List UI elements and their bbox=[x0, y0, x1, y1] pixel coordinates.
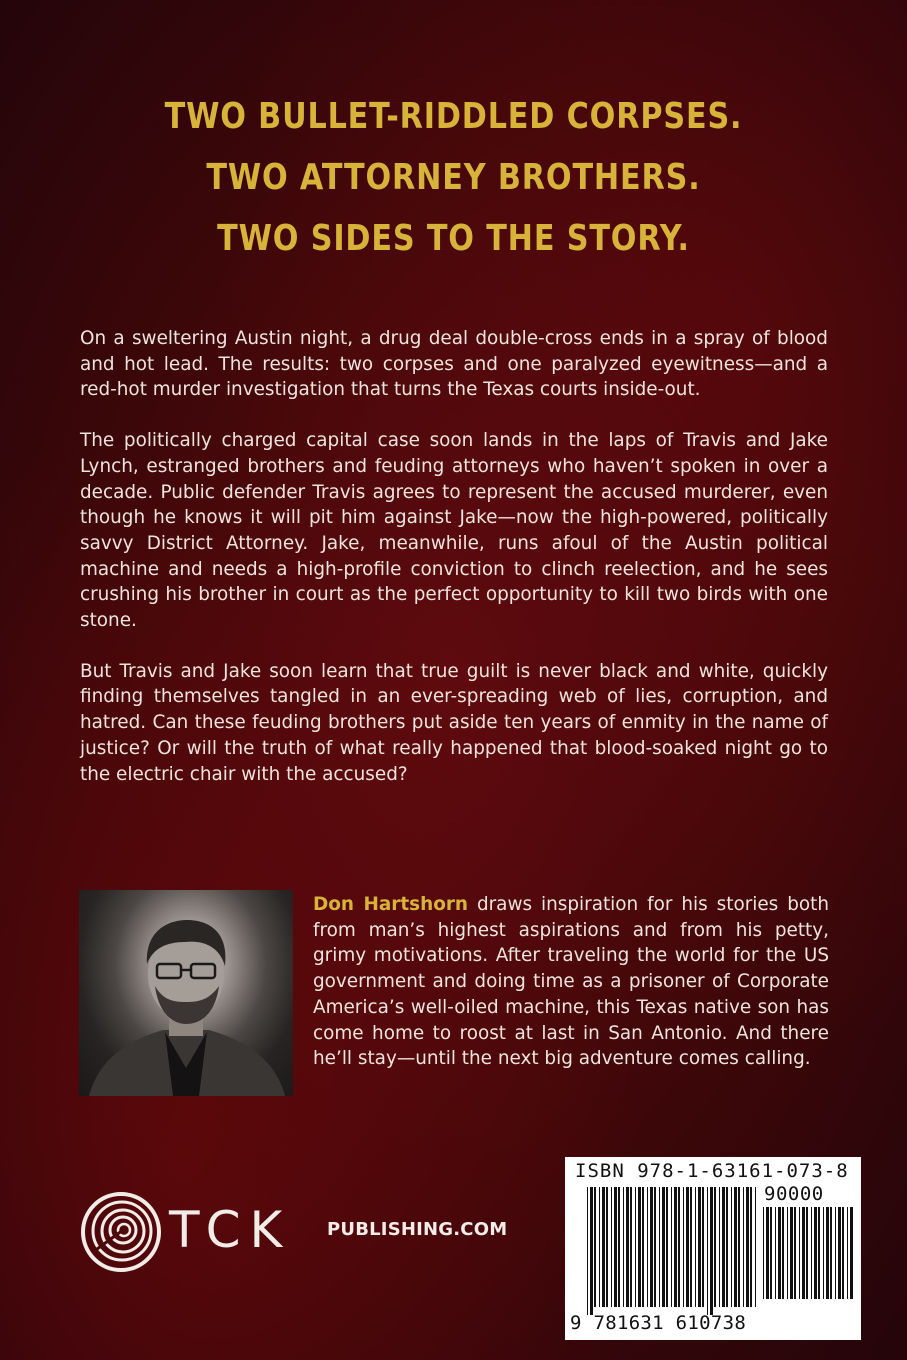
barcode-bar bbox=[606, 1187, 608, 1307]
publisher-domain: PUBLISHING.COM bbox=[327, 1219, 508, 1240]
barcode-bar bbox=[802, 1207, 805, 1299]
barcode-bar bbox=[654, 1187, 656, 1307]
isbn-label: ISBN 978-1-63161-073-8 bbox=[575, 1160, 849, 1182]
barcode-bar bbox=[763, 1207, 764, 1299]
headline-line-2: TWO ATTORNEY BROTHERS. bbox=[206, 157, 701, 198]
barcode-bar bbox=[842, 1207, 844, 1299]
barcode-bar bbox=[650, 1187, 653, 1307]
barcode-bar bbox=[623, 1187, 624, 1307]
barcode-bar bbox=[814, 1207, 817, 1299]
barcode-bar bbox=[671, 1187, 672, 1307]
barcode-bar bbox=[707, 1187, 708, 1315]
headline bbox=[73, 86, 835, 269]
barcode-bar bbox=[850, 1207, 853, 1299]
barcode-bar bbox=[743, 1187, 744, 1307]
price-code: 90000 bbox=[764, 1183, 824, 1205]
barcode-bar bbox=[710, 1187, 713, 1315]
barcode-bar bbox=[782, 1207, 784, 1299]
barcode-bar bbox=[799, 1207, 800, 1299]
barcode-bar bbox=[666, 1187, 668, 1307]
book-blurb bbox=[80, 326, 828, 812]
barcode-bar bbox=[738, 1187, 740, 1307]
author-bio-text: draws inspiration for his stories both from man’s highest aspirations and from his petty, grimy motivations. After traveling the world for the US government and doing time as a prisoner of Corporate America’s well-oiled machine, this Texas native son has come home to roost at last in San Antonio. And there he’ll stay—until the next big adventure comes calling. bbox=[313, 894, 829, 1070]
barcode-bar bbox=[614, 1187, 617, 1307]
headline-line-1: TWO BULLET-RIDDLED CORPSES. bbox=[164, 96, 743, 137]
barcode-bar bbox=[770, 1207, 772, 1299]
barcode-bar bbox=[686, 1187, 689, 1307]
publisher-mark: TCK bbox=[169, 1201, 292, 1259]
barcode-bar bbox=[695, 1187, 696, 1307]
barcode-bar bbox=[790, 1207, 793, 1299]
author-portrait-icon bbox=[79, 890, 293, 1096]
barcode-bar bbox=[826, 1207, 829, 1299]
barcode-bar bbox=[698, 1187, 701, 1307]
barcode-bar bbox=[806, 1207, 808, 1299]
barcode-bar bbox=[690, 1187, 692, 1307]
barcode-bar bbox=[755, 1187, 756, 1307]
barcode-bar bbox=[787, 1207, 788, 1299]
barcode-addon-icon bbox=[763, 1207, 853, 1307]
isbn-barcode bbox=[565, 1157, 861, 1340]
publisher-logo bbox=[79, 1190, 508, 1274]
barcode-bar bbox=[734, 1187, 737, 1307]
barcode-bar bbox=[835, 1207, 836, 1299]
blurb-paragraph-2: The politically charged capital case soon lands in the laps of Travis and Jake Lynch, estranged brothers and feuding attorneys who haven’t spoken in over a decade. Public defender Travis agrees to represent the accused murderer, even though he knows it will pit him against Jake—now the high-powered, politically savvy District Attorney. Jake, meanwhile, runs afoul of the Austin political machine and needs a high-profile conviction to clinch reelection, and he sees crushing his brother in court as the perfect opportunity to kill two birds with one stone. bbox=[80, 430, 828, 632]
barcode-bar bbox=[731, 1187, 732, 1307]
blurb-paragraph-1: On a sweltering Austin night, a drug deal double-cross ends in a spray of blood and hot lead. The results: two corpses and one paralyzed eyewitness—and a red-hot murder investigation that turns the Texas courts inside-out. bbox=[80, 328, 828, 401]
barcode-bar bbox=[778, 1207, 781, 1299]
author-name: Don Hartshorn bbox=[313, 894, 468, 915]
barcode-digits: 9 781631 610738 bbox=[570, 1312, 747, 1334]
barcode-bar bbox=[626, 1187, 629, 1307]
barcode-bar bbox=[719, 1187, 720, 1307]
barcode-bar bbox=[594, 1187, 596, 1307]
barcode-bar bbox=[599, 1187, 600, 1307]
barcode-bar bbox=[794, 1207, 796, 1299]
author-bio bbox=[313, 892, 829, 1072]
barcode-bar bbox=[587, 1187, 588, 1315]
barcode-bar bbox=[659, 1187, 660, 1307]
barcode-bar bbox=[838, 1207, 841, 1299]
tree-rings-icon bbox=[79, 1190, 163, 1274]
barcode-bar bbox=[611, 1187, 612, 1307]
barcode-bar bbox=[647, 1187, 648, 1307]
barcode-bar bbox=[642, 1187, 644, 1307]
barcode-bar bbox=[590, 1187, 593, 1315]
barcode-bar bbox=[683, 1187, 684, 1307]
barcode-bar bbox=[766, 1207, 769, 1299]
barcode-bar bbox=[630, 1187, 632, 1307]
barcode-bar bbox=[847, 1207, 848, 1299]
barcode-bar bbox=[662, 1187, 665, 1307]
barcode-bar bbox=[618, 1187, 620, 1307]
barcode-icon bbox=[587, 1187, 757, 1315]
barcode-bar bbox=[811, 1207, 812, 1299]
barcode-bar bbox=[678, 1187, 680, 1307]
barcode-bar bbox=[638, 1187, 641, 1307]
barcode-bar bbox=[674, 1187, 677, 1307]
barcode-bar bbox=[818, 1207, 820, 1299]
barcode-bar bbox=[635, 1187, 636, 1307]
author-photo bbox=[79, 890, 293, 1096]
headline-line-3: TWO SIDES TO THE STORY. bbox=[217, 218, 690, 259]
barcode-bar bbox=[775, 1207, 776, 1299]
barcode-bar bbox=[722, 1187, 725, 1307]
barcode-bar bbox=[726, 1187, 728, 1307]
barcode-bar bbox=[750, 1187, 752, 1307]
barcode-bar bbox=[602, 1187, 605, 1307]
barcode-bar bbox=[714, 1187, 716, 1307]
barcode-bar bbox=[702, 1187, 704, 1307]
barcode-bar bbox=[823, 1207, 824, 1299]
blurb-paragraph-3: But Travis and Jake soon learn that true guilt is never black and white, quickly finding themselves tangled in an ever-spreading web of lies, corruption, and hatred. Can these feuding brothers put aside ten years of enmity in the name of justice? Or will the truth of what really happened that blood-soaked night go to the electric chair with the accused? bbox=[80, 660, 828, 785]
barcode-bar bbox=[746, 1187, 749, 1307]
barcode-bar bbox=[830, 1207, 832, 1299]
